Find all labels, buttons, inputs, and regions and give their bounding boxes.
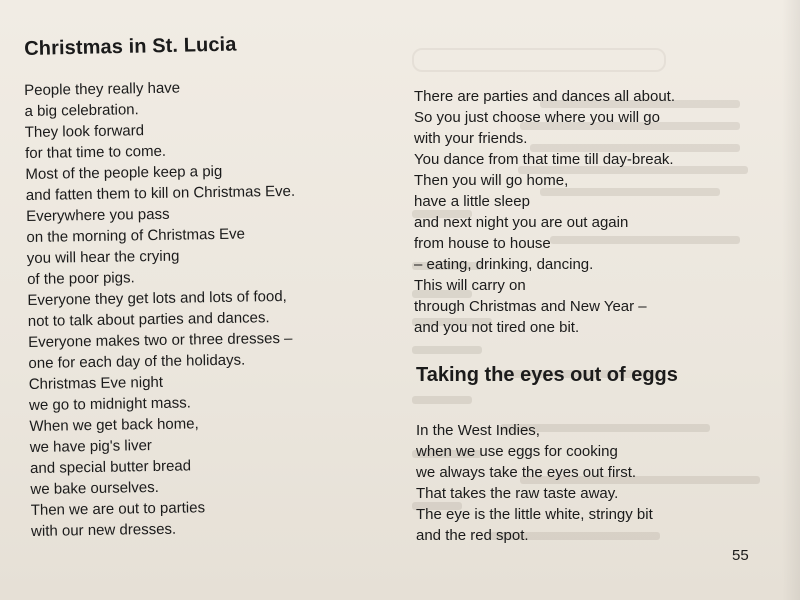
text-line: of the poor pigs. (27, 269, 135, 288)
text-line: This will carry on (414, 277, 526, 294)
text-line: and fatten them to kill on Christmas Eve. (25, 182, 296, 204)
text-line: Most of the people keep a pig (25, 162, 223, 183)
text-line: on the morning of Christmas Eve (26, 225, 246, 246)
text-line: – eating, drinking, dancing. (414, 256, 594, 273)
text-line: Everyone makes two or three dresses – (27, 329, 293, 351)
text-line: When we get back home, (29, 415, 199, 435)
text-line: So you just choose where you will go (414, 109, 660, 126)
text-line: for that time to come. (25, 142, 167, 162)
page-title: Christmas in St. Lucia (24, 33, 237, 60)
text-line: have a little sleep (414, 193, 530, 210)
text-line: There are parties and dances all about. (414, 88, 675, 105)
text-line: and the red spot. (416, 527, 529, 544)
text-line: That takes the raw taste away. (416, 485, 619, 502)
page-number: 55 (732, 547, 749, 564)
text-line: one for each day of the holidays. (28, 351, 246, 372)
text-line: Christmas Eve night (28, 373, 164, 393)
text-line: a big celebration. (24, 101, 139, 120)
text-line: They look forward (24, 122, 145, 141)
section-subtitle: Taking the eyes out of eggs (416, 364, 678, 386)
text-line: In the West Indies, (416, 422, 540, 439)
right-column-eggs (416, 420, 653, 546)
left-column (24, 76, 301, 542)
text-line: we always take the eyes out first. (416, 464, 637, 481)
right-column (414, 86, 675, 338)
text-line: Then you will go home, (414, 172, 569, 189)
text-line: Then we are out to parties (30, 499, 206, 519)
text-line: You dance from that time till day-break. (414, 151, 674, 168)
text-line: we go to midnight mass. (28, 394, 191, 414)
text-line: Everyone they get lots and lots of food, (27, 287, 287, 309)
text-line: The eye is the little white, stringy bit (416, 506, 653, 523)
text-line: we bake ourselves. (30, 478, 159, 498)
text-line: Everywhere you pass (26, 205, 170, 225)
text-line: with our new dresses. (30, 520, 177, 540)
text-line: with your friends. (414, 130, 528, 147)
text-line: not to talk about parties and dances. (27, 309, 270, 330)
text-line: you will hear the crying (26, 247, 180, 267)
page-edge-shadow (782, 0, 800, 600)
text-line: through Christmas and New Year – (414, 298, 647, 315)
text-line: when we use eggs for cooking (416, 443, 618, 460)
text-line: and you not tired one bit. (414, 319, 580, 336)
text-line: and next night you are out again (414, 214, 629, 231)
text-line: People they really have (24, 79, 181, 99)
text-line: we have pig's liver (29, 437, 152, 456)
text-line: and special butter bread (29, 457, 192, 477)
text-line: from house to house (414, 235, 551, 252)
